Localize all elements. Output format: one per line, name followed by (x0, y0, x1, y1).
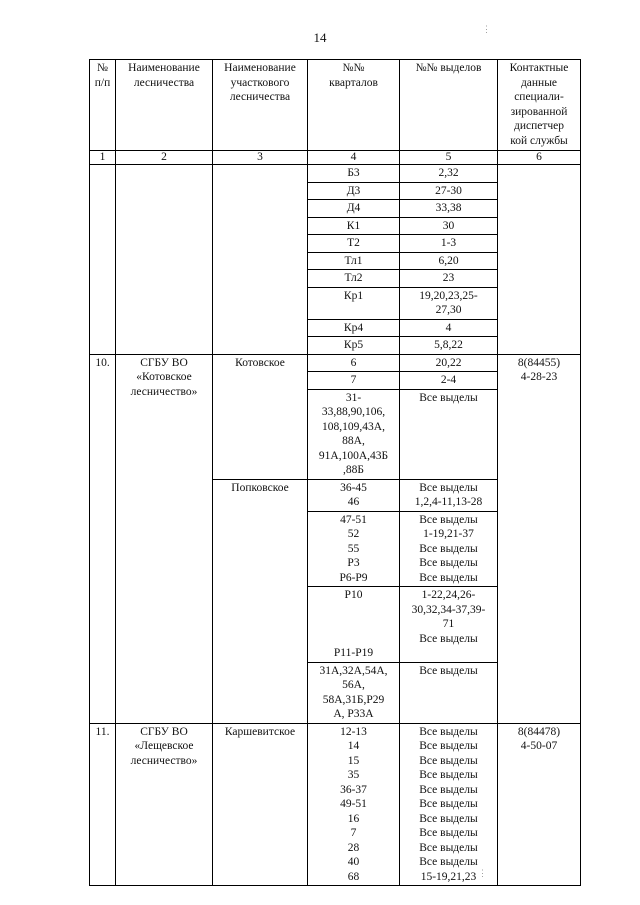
block-cell: Р10 Р11-Р19 (308, 587, 400, 663)
sections-cell: 2-4 (400, 372, 498, 390)
header-col-4: №№ кварталов (308, 60, 400, 151)
sections-cell: Все выделы 1-19,21-37 Все выделы Все выделы Все выделы (400, 511, 498, 587)
block-cell: 6 (308, 354, 400, 372)
block-cell: Т2 (308, 235, 400, 253)
sections-cell: 2,32 (400, 165, 498, 183)
forestry-table (89, 59, 581, 886)
contact-cell: 8(84478) 4-50-07 (498, 723, 581, 886)
column-number-2: 2 (116, 151, 213, 165)
sections-cell: 27-30 (400, 182, 498, 200)
sections-cell: 5,8,22 (400, 337, 498, 355)
header-col-2: Наименование лесничества (116, 60, 213, 151)
entry-number: 10. (90, 354, 116, 723)
header-col-6: Контактные данные специали- зированной диспетчер кой службы (498, 60, 581, 151)
sections-cell: 1-22,24,26- 30,32,34-37,39- 71 Все выделы (400, 587, 498, 663)
forestry-cell (116, 165, 213, 355)
header-col-5: №№ выделов (400, 60, 498, 151)
sections-cell: 19,20,23,25- 27,30 (400, 287, 498, 319)
sections-cell: 6,20 (400, 252, 498, 270)
district-name: Попковское (213, 479, 308, 723)
block-cell: Кр5 (308, 337, 400, 355)
sections-cell: 20,22 (400, 354, 498, 372)
header-row (90, 60, 581, 151)
block-cell: К1 (308, 217, 400, 235)
column-number-3: 3 (213, 151, 308, 165)
block-cell: 12-13 14 15 35 36-37 49-51 16 7 28 40 68 (308, 723, 400, 886)
table-row (90, 165, 581, 183)
column-number-4: 4 (308, 151, 400, 165)
sections-cell: 4 (400, 319, 498, 337)
num-cell (90, 165, 116, 355)
header-col-3: Наименование участкового лесничества (213, 60, 308, 151)
block-cell: 7 (308, 372, 400, 390)
forestry-name: СГБУ ВО «Лещевское лесничество» (116, 723, 213, 886)
sections-cell: 23 (400, 270, 498, 288)
block-cell: Тл1 (308, 252, 400, 270)
sections-cell: Все выделы Все выделы Все выделы Все выделы Все выделы Все выделы Все выделы Все выделы Все выделы Все выделы 15-19,21,23 (400, 723, 498, 886)
page-number: 14 (313, 30, 327, 45)
scan-noise-mark: ⋮ (478, 868, 487, 878)
table-row (90, 723, 581, 886)
block-cell: Б3 (308, 165, 400, 183)
block-cell: Д3 (308, 182, 400, 200)
block-cell: 31- 33,88,90,106, 108,109,43А, 88А, 91А,100А,43Б ,88Б (308, 389, 400, 479)
sections-cell: Все выделы 1,2,4-11,13-28 (400, 479, 498, 511)
block-cell: Тл2 (308, 270, 400, 288)
entry-number: 11. (90, 723, 116, 886)
block-cell: Кр1 (308, 287, 400, 319)
contact-cell: 8(84455) 4-28-23 (498, 354, 581, 723)
block-cell: 47-51 52 55 Р3 Р6-Р9 (308, 511, 400, 587)
scan-noise-mark: ⋮ (482, 24, 491, 34)
column-number-row (90, 151, 581, 165)
column-number-1: 1 (90, 151, 116, 165)
table-row (90, 354, 581, 372)
district-name: Каршевитское (213, 723, 308, 886)
sections-cell: Все выделы (400, 389, 498, 479)
sections-cell: 30 (400, 217, 498, 235)
header-col-1: № п/п (90, 60, 116, 151)
contact-cell (498, 165, 581, 355)
sections-cell: 33,38 (400, 200, 498, 218)
forestry-name: СГБУ ВО «Котовское лесничество» (116, 354, 213, 723)
block-cell: 36-45 46 (308, 479, 400, 511)
district-cell (213, 165, 308, 355)
sections-cell: Все выделы (400, 662, 498, 723)
column-number-6: 6 (498, 151, 581, 165)
block-cell: Д4 (308, 200, 400, 218)
column-number-5: 5 (400, 151, 498, 165)
sections-cell: 1-3 (400, 235, 498, 253)
block-cell: 31А,32А,54А, 56А, 58А,31Б,Р29 А, Р33А (308, 662, 400, 723)
block-cell: Кр4 (308, 319, 400, 337)
district-name: Котовское (213, 354, 308, 479)
